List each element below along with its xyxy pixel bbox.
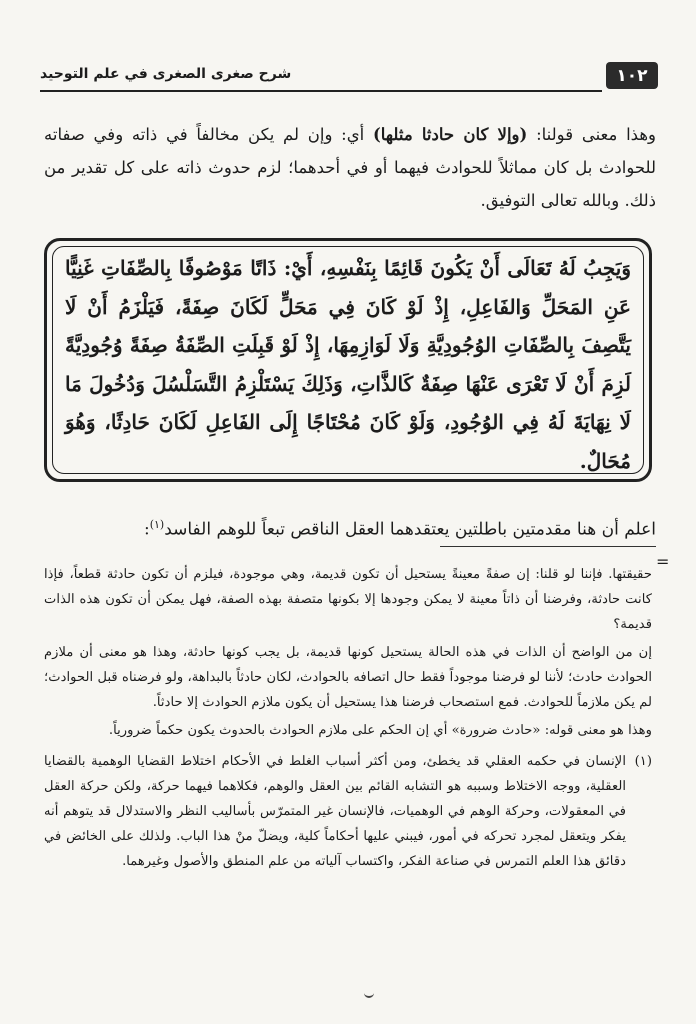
footnote-1-text: الإنسان في حكمه العقلي قد يخطئ، ومن أكثر أسباب الغلط في الأحكام اختلاط القضايا الوهمية بالقضايا العقلية، ووجه الاختلاط وسببه هو التشابه القائم بين العقل والوهم، فكلاهما فيهما حركة، ولكن حركة العقل في المعقولات، وحركة الوهم في الوهميات، فالإنسان غير المتمرّس بأساليب النظر والاستدلال قد يتوهم أنه يفكر ويتعقل لمجرد تحركه في أمور، فيبني عليها أحكاماً كلية، ويضلّ منْ هذا الباب. ولذلك على الخائض في دقائق هذا العلم التمرس في صناعة الفكر، واكتساب آلياته من علم المنطق والأصول وغيرهما.	[44, 754, 626, 869]
header-rule	[40, 90, 602, 92]
footnote-1-number: (١)	[634, 754, 652, 769]
page-end-mark	[364, 990, 374, 998]
note-paragraph-2: إن من الواضح أن الذات في هذه الحالة يستحيل كونها قديمة، بل يجب كونها حادثة، وهذا هو معنى أن ملازم الحوادث حادث؛ لأننا لو فرضنا موجوداً فقط حال اتصافه بالحوادث، لكان حادثاً بالبداهة، ولو فرضناه قبل الحوادث؛ لم يكن ملازماً للحوادث. فمع استصحاب فرضنا هذا يستحيل أن يكون ملازم الحوادث إلا حادثاً.	[44, 645, 652, 710]
intro-paragraph	[44, 118, 656, 217]
matn-text: وَيَجِبُ لَهُ تَعَالَى أَنْ يَكُونَ قَائِمًا بِنَفْسِهِ، أَيْ: ذَاتًا مَوْصُوفًا بِالصِّفَاتِ غَنِيًّا عَنِ المَحَلِّ وَالفَاعِلِ، إِذْ لَوْ كَانَ فِي مَحَلٍّ لَكَانَ صِفَةً، فَيَلْزَمُ أَنْ لَا يَتَّصِفَ بِالصِّفَاتِ الوُجُودِيَّةِ وَلَا لَوَازِمِهَا، إِذْ لَوْ قَبِلَتِ الصِّفَةُ صِفَةً وُجُودِيَّةً لَزِمَ أَنْ لَا تَعْرَى عَنْهَا صِفَةٌ كَالذَّاتِ، وَذَلِكَ يَسْتَلْزِمُ التَّسَلْسُلَ وَدُخُولَ مَا لَا نِهَايَةَ لَهُ فِي الوُجُودِ، وَلَوْ كَانَ مُحْتَاجًا إِلَى الفَاعِلِ لَكَانَ حَادِثًا، وَهُوَ مُحَالٌ.	[65, 256, 631, 473]
premises-intro-colon: :	[143, 519, 150, 540]
premises-intro-line	[44, 510, 656, 545]
note-paragraph-1: حقيقتها. فإننا لو قلنا: إن صفةً معينةً يستحيل أن تكون قديمة، وهي موجودة، فيلزم أن تكون حادثة قطعاً، فإذا كانت حادثة، وفرضنا أن ذاتاً معينة لا يمكن وجودها إلا بكونها متصفة بهذه الصفة، فهل يمكن أن تكون هذه الذات قديمة؟	[44, 567, 652, 632]
running-title: شرح صغرى الصغرى في علم التوحيد	[40, 66, 292, 82]
continuation-mark: =	[656, 552, 670, 571]
intro-bold-quote: (وإلا كان حادثا مثلها)	[372, 125, 528, 144]
intro-lead: وهذا معنى قولنا:	[536, 125, 656, 144]
footnote-separator	[440, 546, 656, 547]
running-header	[40, 60, 658, 94]
note-paragraph-3: وهذا هو معنى قوله: «حادث ضرورة» أي إن الحكم على ملازم الحوادث بالحدوث يكون حكماً ضرورياً.	[108, 723, 652, 738]
premises-intro-text: اعلم أن هنا مقدمتين باطلتين يعتقدهما العقل الناقص تبعاً للوهم الفاسد	[164, 519, 656, 540]
footnote-ref: (١)	[149, 518, 165, 531]
intro-rest: أي: وإن لم يكن مخالفاً في ذاته وفي صفاته للحوادث بل كان مماثلاً للحوادث فيهما أو في أحدهما؛ لزم حدوث ذاته على كل تقدير من ذلك. وبالله تعالى التوفيق.	[44, 125, 656, 210]
footnotes-block	[44, 562, 652, 874]
page-number: ١٠٢	[606, 62, 658, 89]
matn-frame	[44, 238, 652, 482]
footnote-1	[44, 749, 652, 874]
